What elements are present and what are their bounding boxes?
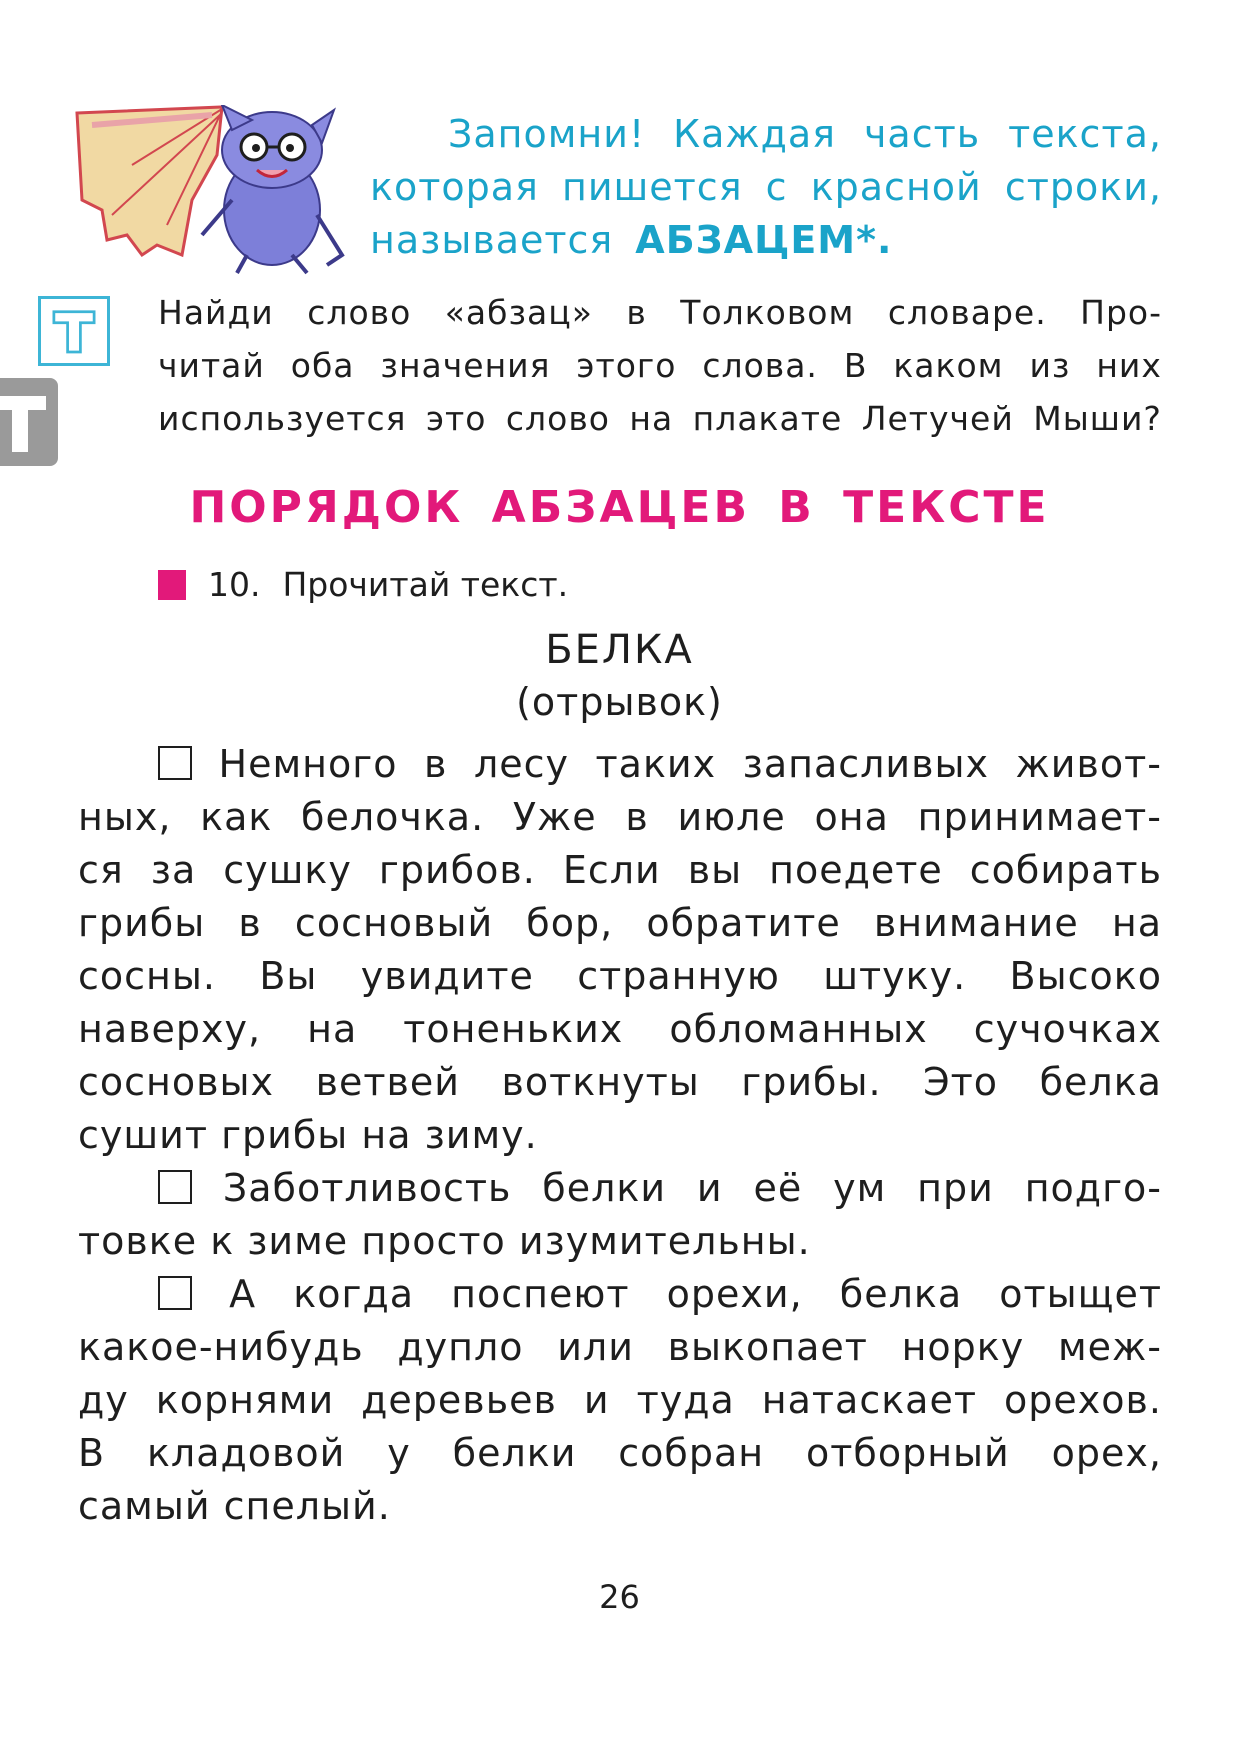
- task-word: каком: [893, 346, 1004, 385]
- exercise-marker-icon: [158, 570, 186, 600]
- story-word: дупло: [397, 1325, 524, 1369]
- story-word: штуку.: [823, 954, 967, 998]
- story-word: её: [753, 1166, 803, 1210]
- story-word: подго-: [1024, 1166, 1162, 1210]
- task-word: В: [843, 346, 868, 385]
- task-word: Летучей: [861, 399, 1014, 438]
- story-word: принимает-: [917, 795, 1162, 839]
- story-word: за: [150, 848, 197, 892]
- task-word: них: [1096, 346, 1162, 385]
- section-title: ПОРЯДОК АБЗАЦЕВ В ТЕКСТЕ: [189, 482, 1050, 533]
- story-word: сосны.: [78, 954, 216, 998]
- story-word: бор,: [526, 901, 614, 945]
- story-line: [78, 738, 1162, 791]
- story-subtitle: (отрывок): [516, 680, 723, 724]
- story-word: на: [1111, 901, 1162, 945]
- task-word: оба: [290, 346, 355, 385]
- story-word: собран: [618, 1431, 765, 1475]
- side-t-tab-icon: [0, 378, 58, 466]
- story-word: деревьев: [361, 1378, 557, 1422]
- story-word: кладовой: [146, 1431, 346, 1475]
- remember-word: строки,: [1004, 165, 1162, 209]
- paragraph-checkbox[interactable]: [158, 1268, 192, 1321]
- task-word: это: [425, 399, 487, 438]
- story-line: [78, 844, 1162, 897]
- story-line: [78, 1056, 1162, 1109]
- story-word: ветвей: [315, 1060, 460, 1104]
- story-line: [78, 1427, 1162, 1480]
- task-word: используется: [158, 399, 407, 438]
- remember-word: называется: [370, 218, 614, 262]
- story-word: собирать: [969, 848, 1162, 892]
- remember-word: красной: [810, 165, 982, 209]
- story-line: [78, 1321, 1162, 1374]
- story-word: грибов.: [378, 848, 536, 892]
- task-line-3: [158, 392, 1162, 445]
- story-word: белка: [1039, 1060, 1162, 1104]
- story-word: поедете: [769, 848, 943, 892]
- task-word: словаре.: [887, 293, 1047, 332]
- task-word: этого: [576, 346, 677, 385]
- story-word: отборный: [806, 1431, 1010, 1475]
- story-line: [78, 1162, 1162, 1215]
- story-word: сучочках: [973, 1007, 1162, 1051]
- story-word: отыщет: [999, 1272, 1162, 1316]
- story-word: в: [238, 901, 262, 945]
- remember-word: часть: [863, 112, 981, 156]
- story-word: воткнуты: [501, 1060, 700, 1104]
- task-word: Про-: [1080, 293, 1162, 332]
- story-word: белки: [452, 1431, 577, 1475]
- story-word: ся: [78, 848, 124, 892]
- story-text: [78, 738, 1162, 1533]
- story-word: белки: [542, 1166, 667, 1210]
- story-word: орехов.: [1003, 1378, 1162, 1422]
- story-line: самый спелый.: [78, 1484, 391, 1528]
- story-word: корнями: [155, 1378, 335, 1422]
- remember-line-1: [370, 108, 1162, 161]
- story-word: тоненьких: [403, 1007, 624, 1051]
- remember-line-3: [370, 214, 1162, 267]
- story-word: или: [557, 1325, 634, 1369]
- exercise-number: 10.: [208, 565, 261, 604]
- story-word: когда: [293, 1272, 415, 1316]
- story-word: сосновый: [294, 901, 494, 945]
- story-word: и: [696, 1166, 723, 1210]
- story-line: товке к зиме просто изумительны.: [78, 1219, 811, 1263]
- story-word: Уже: [512, 795, 597, 839]
- page-number: 26: [599, 1578, 640, 1616]
- remember-word: Каждая: [673, 112, 837, 156]
- dictionary-task: [158, 286, 1162, 445]
- story-title: БЕЛКА: [545, 627, 694, 673]
- story-word: и: [583, 1378, 610, 1422]
- story-line: [78, 1268, 1162, 1321]
- story-line: [78, 950, 1162, 1003]
- story-word: таких: [595, 742, 717, 786]
- story-word: белка: [839, 1272, 963, 1316]
- story-word: ду: [78, 1378, 129, 1422]
- task-word: «абзац»: [444, 293, 593, 332]
- story-word: меж-: [1057, 1325, 1162, 1369]
- dictionary-t-icon: [38, 296, 110, 366]
- story-word: В: [78, 1431, 106, 1475]
- story-word: Немного: [218, 742, 398, 786]
- story-word: Заботливость: [222, 1166, 512, 1210]
- story-word: грибы.: [741, 1060, 882, 1104]
- story-word: в: [424, 742, 448, 786]
- task-word: читай: [158, 346, 265, 385]
- story-word: в: [625, 795, 649, 839]
- story-word: какое-нибудь: [78, 1325, 364, 1369]
- story-word: июле: [677, 795, 786, 839]
- story-word: на: [307, 1007, 358, 1051]
- task-word: из: [1029, 346, 1071, 385]
- bat-illustration: [72, 105, 352, 275]
- exercise-header: [158, 565, 568, 605]
- story-line: [78, 791, 1162, 844]
- story-word: поспеют: [451, 1272, 630, 1316]
- story-word: при: [917, 1166, 994, 1210]
- remember-note: [370, 108, 1162, 267]
- task-word: в: [626, 293, 647, 332]
- task-word: на: [629, 399, 674, 438]
- task-word: слово: [307, 293, 412, 332]
- story-word: Вы: [259, 954, 318, 998]
- story-line: [78, 1003, 1162, 1056]
- remember-word: текста,: [1008, 112, 1162, 156]
- story-word: туда: [636, 1378, 735, 1422]
- story-word: натаскает: [761, 1378, 977, 1422]
- task-word: значения: [380, 346, 551, 385]
- story-word: ных,: [78, 795, 172, 839]
- story-word: как: [200, 795, 273, 839]
- story-word: Высоко: [1009, 954, 1162, 998]
- story-word: орехи,: [666, 1272, 803, 1316]
- remember-word: с: [765, 165, 788, 209]
- story-word: у: [387, 1431, 411, 1475]
- paragraph-checkbox[interactable]: [158, 738, 192, 791]
- task-word: слово: [505, 399, 610, 438]
- story-line: [78, 897, 1162, 950]
- story-word: ум: [833, 1166, 887, 1210]
- task-word: слова.: [702, 346, 818, 385]
- story-word: запасливых: [742, 742, 990, 786]
- story-word: живот-: [1015, 742, 1162, 786]
- exercise-instruction: Прочитай текст.: [282, 565, 569, 604]
- task-word: Толковом: [680, 293, 855, 332]
- story-word: она: [814, 795, 889, 839]
- story-word: грибы: [78, 901, 206, 945]
- remember-word: Запомни!: [448, 112, 646, 156]
- story-word: выкопает: [667, 1325, 868, 1369]
- story-word: обратите: [646, 901, 841, 945]
- story-word: странную: [577, 954, 780, 998]
- story-word: А: [229, 1272, 257, 1316]
- story-word: Если: [562, 848, 661, 892]
- story-word: Это: [923, 1060, 999, 1104]
- remember-term: АБЗАЦЕМ*.: [635, 218, 893, 262]
- remember-line-2: [370, 161, 1162, 214]
- story-word: белочка.: [301, 795, 485, 839]
- story-word: внимание: [873, 901, 1079, 945]
- story-word: наверху,: [78, 1007, 262, 1051]
- task-line-2: [158, 339, 1162, 392]
- task-word: плакате: [692, 399, 843, 438]
- paragraph-checkbox[interactable]: [158, 1162, 192, 1215]
- story-word: орех,: [1051, 1431, 1162, 1475]
- remember-word: пишется: [561, 165, 743, 209]
- story-word: сушку: [223, 848, 352, 892]
- task-word: Найди: [158, 293, 274, 332]
- task-line-1: [158, 286, 1162, 339]
- story-word: сосновых: [78, 1060, 275, 1104]
- story-word: лесу: [473, 742, 569, 786]
- story-word: увидите: [360, 954, 534, 998]
- story-word: вы: [687, 848, 743, 892]
- story-line: [78, 1374, 1162, 1427]
- task-word: Мыши?: [1033, 399, 1162, 438]
- story-line: сушит грибы на зиму.: [78, 1113, 538, 1157]
- story-word: обломанных: [669, 1007, 928, 1051]
- story-word: норку: [901, 1325, 1025, 1369]
- remember-word: которая: [370, 165, 539, 209]
